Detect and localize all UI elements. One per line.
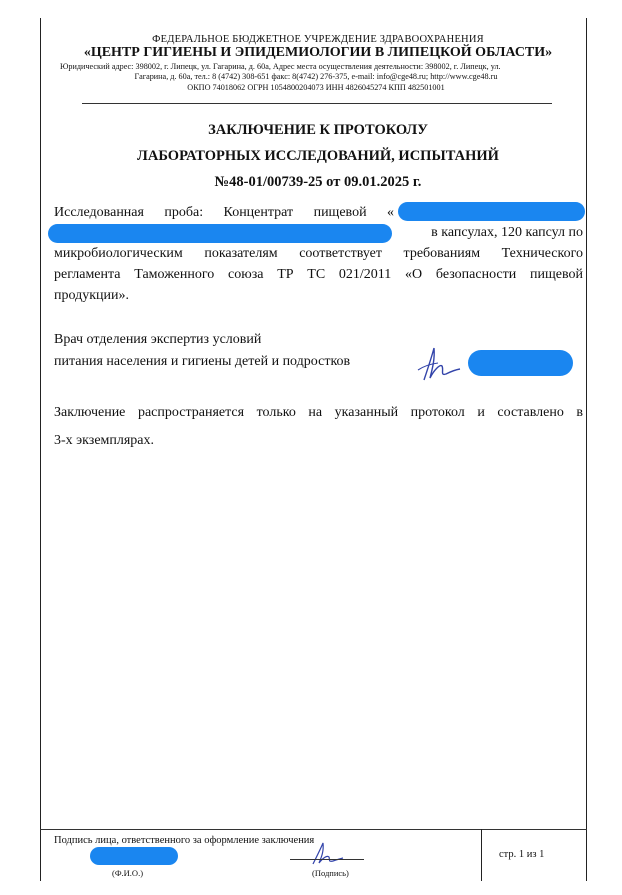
signature-caption: (Подпись) <box>312 868 349 878</box>
org-line-2: «ЦЕНТР ГИГИЕНЫ И ЭПИДЕМИОЛОГИИ В ЛИПЕЦКОЙ ОБЛАСТИ» <box>83 45 553 60</box>
redacted-product-name-2 <box>48 224 392 243</box>
sample-line-1: Исследованная проба: Концентрат пищевой « <box>54 205 394 220</box>
page-number: стр. 1 из 1 <box>499 849 545 860</box>
doctor-title-line-1: Врач отделения экспертиз условий <box>54 332 262 347</box>
redacted-responsible-name <box>90 847 178 865</box>
org-line-1: ФЕДЕРАЛЬНОЕ БЮДЖЕТНОЕ УЧРЕЖДЕНИЕ ЗДРАВООХРАНЕНИЯ <box>152 34 484 45</box>
footer-divider <box>481 829 482 881</box>
title-line-1: ЗАКЛЮЧЕНИЕ К ПРОТОКОЛУ <box>208 122 428 138</box>
signature-line <box>290 859 364 860</box>
redacted-doctor-name <box>468 350 573 376</box>
page-border-left <box>40 18 41 881</box>
codes-line: ОКПО 74018062 ОГРН 1054800204073 ИНН 4826045274 КПП 482501001 <box>187 83 445 92</box>
body-line-4: регламента Таможенного союза ТР ТС 021/2011 «О безопасности пищевой <box>54 267 583 282</box>
redacted-product-name-1 <box>398 202 585 221</box>
address-line-2: Гагарина, д. 60а, тел.: 8 (4742) 308-651 факс: 8(4742) 276-375, e-mail: info@cge48.ru; http://www.cge48.ru <box>134 72 498 81</box>
body-line-3: микробиологическим показателям соответствует требованиям Технического <box>54 246 583 261</box>
body-line-5: продукции». <box>54 288 129 303</box>
note-line-2: 3-х экземплярах. <box>54 433 155 448</box>
title-line-2: ЛАБОРАТОРНЫХ ИССЛЕДОВАНИЙ, ИСПЫТАНИЙ <box>137 148 499 164</box>
name-caption: (Ф.И.О.) <box>112 868 144 878</box>
header-divider <box>82 103 552 104</box>
footer-top-line <box>40 829 587 830</box>
doctor-title-line-2: питания населения и гигиены детей и подростков <box>54 354 351 369</box>
responsible-signature-icon <box>305 840 345 868</box>
protocol-number: №48-01/00739-25 от 09.01.2025 г. <box>214 174 422 190</box>
doctor-signature-icon <box>410 342 466 384</box>
address-line-1: Юридический адрес: 398002, г. Липецк, ул. Гагарина, д. 60а, Адрес места осуществления деятельности: 398002, г. Липецк, ул. <box>60 62 501 71</box>
note-line-1: Заключение распространяется только на указанный протокол и составлено в <box>54 405 583 420</box>
sample-line-2: в капсулах, 120 капсул по <box>431 225 583 240</box>
responsible-label: Подпись лица, ответственного за оформление заключения <box>54 835 315 846</box>
